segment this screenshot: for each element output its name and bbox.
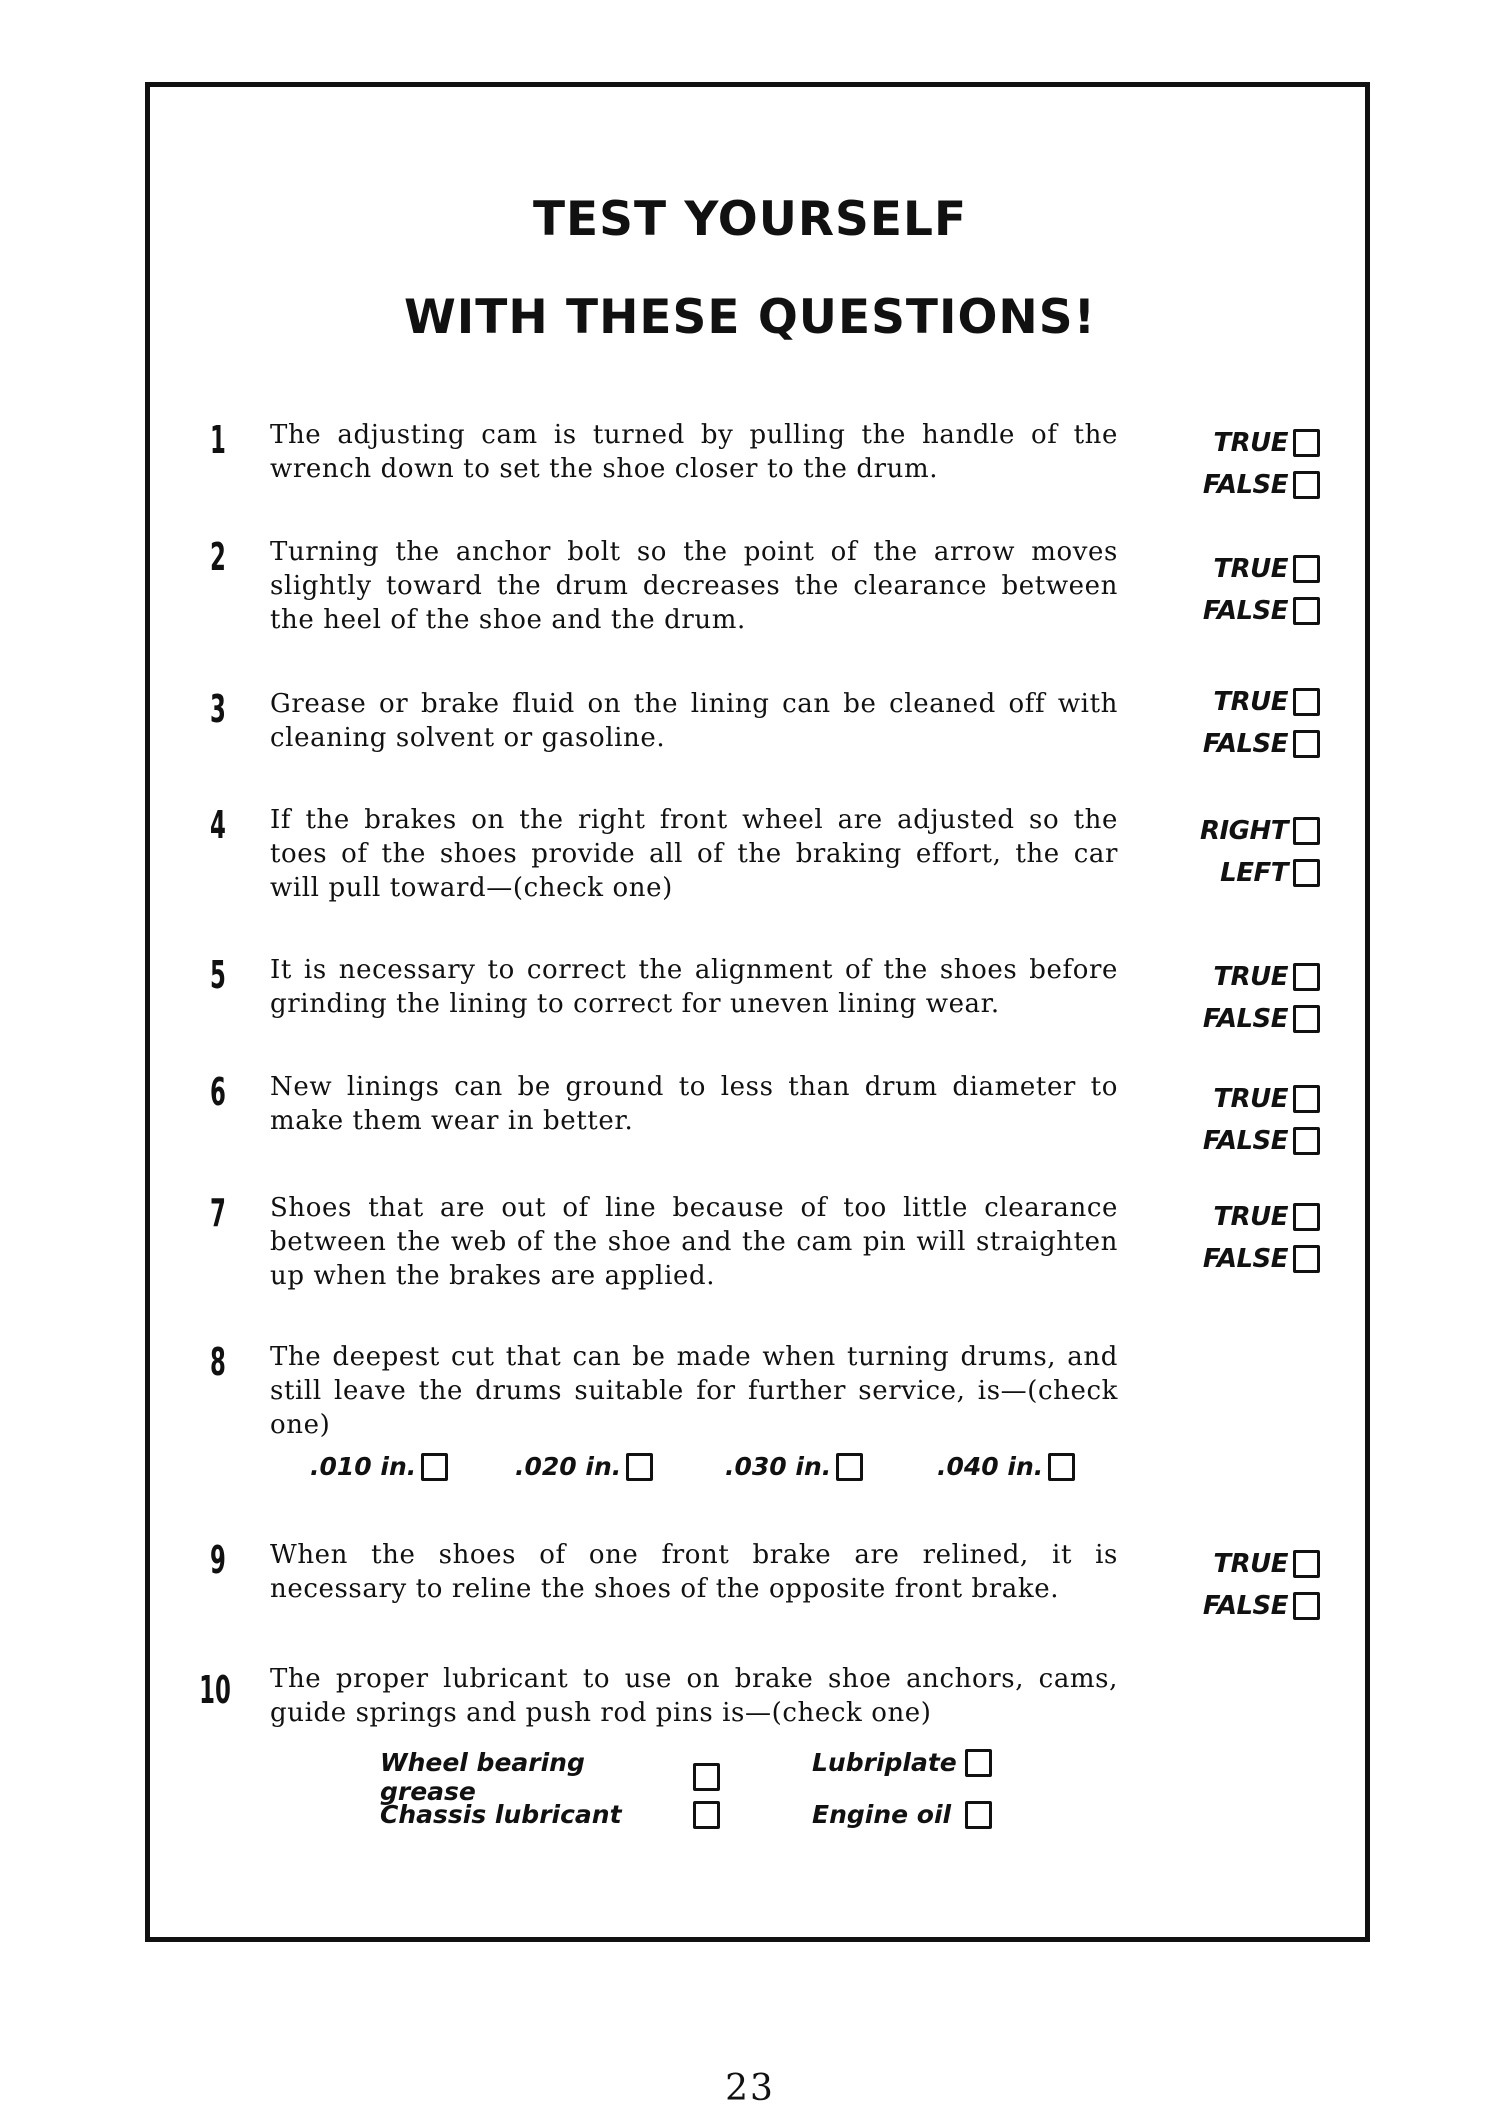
answer-true[interactable]: TRUE xyxy=(1203,548,1320,590)
checkbox[interactable] xyxy=(1293,688,1320,716)
checkbox[interactable] xyxy=(1293,1127,1320,1155)
question-number: 4 xyxy=(210,803,226,847)
checkbox[interactable] xyxy=(1293,597,1320,625)
answer-true[interactable]: TRUE xyxy=(1203,1196,1320,1238)
question-text: The deepest cut that can be made when turning drums, and still leave the drums suitable for further service, is—(check one) xyxy=(270,1342,1118,1440)
question-text: Shoes that are out of line because of too little clearance between the web of the shoe and the cam pin will straighten up when the brakes are applied. xyxy=(270,1193,1118,1291)
question-number: 9 xyxy=(210,1538,226,1582)
answer-options xyxy=(1203,1543,1320,1627)
option-010[interactable]: .010 in. xyxy=(310,1452,515,1481)
option-lubriplate[interactable]: Lubriplate xyxy=(812,1748,992,1777)
answer-true[interactable]: TRUE xyxy=(1203,1543,1320,1585)
answer-false[interactable]: FALSE xyxy=(1203,723,1320,765)
answer-true[interactable]: TRUE xyxy=(1203,681,1320,723)
checkbox[interactable] xyxy=(965,1749,992,1777)
answer-options xyxy=(1203,422,1320,506)
checkbox[interactable] xyxy=(1293,471,1320,499)
checkbox[interactable] xyxy=(1293,859,1320,887)
answer-false[interactable]: FALSE xyxy=(1203,1585,1320,1627)
checkbox[interactable] xyxy=(1293,730,1320,758)
question-text: It is necessary to correct the alignment of the shoes before grinding the lining to correct for uneven lining wear. xyxy=(270,955,1118,1019)
title-line-1: TEST YOURSELF xyxy=(532,192,968,247)
question-number: 10 xyxy=(199,1668,231,1712)
title-line-2: WITH THESE QUESTIONS! xyxy=(403,290,1097,345)
answer-false[interactable]: FALSE xyxy=(1203,998,1320,1040)
answer-true[interactable]: TRUE xyxy=(1203,422,1320,464)
answer-right[interactable]: RIGHT xyxy=(1200,810,1320,852)
question-text: Turning the anchor bolt so the point of the arrow moves slightly toward the drum decreases the clearance between the heel of the shoe and the drum. xyxy=(270,537,1118,635)
option-engine-oil[interactable]: Engine oil xyxy=(812,1800,992,1829)
checkbox[interactable] xyxy=(421,1453,448,1481)
checkbox[interactable] xyxy=(1293,1203,1320,1231)
checkbox[interactable] xyxy=(1293,1245,1320,1273)
question-text: New linings can be ground to less than drum diameter to make them wear in better. xyxy=(270,1072,1118,1136)
checkbox[interactable] xyxy=(1293,555,1320,583)
checkbox[interactable] xyxy=(693,1801,720,1829)
question-number: 1 xyxy=(210,418,226,462)
answer-options xyxy=(1203,956,1320,1040)
question-text: The adjusting cam is turned by pulling the handle of the wrench down to set the shoe closer to the drum. xyxy=(270,420,1118,484)
question-number: 8 xyxy=(210,1340,226,1384)
option-040[interactable]: .040 in. xyxy=(937,1452,1075,1481)
checkbox[interactable] xyxy=(1293,1592,1320,1620)
checkbox[interactable] xyxy=(1293,1005,1320,1033)
answer-true[interactable]: TRUE xyxy=(1203,1078,1320,1120)
checkbox[interactable] xyxy=(1293,429,1320,457)
checkbox[interactable] xyxy=(1293,817,1320,845)
answer-options xyxy=(1203,1078,1320,1162)
checkbox[interactable] xyxy=(1048,1453,1075,1481)
option-030[interactable]: .030 in. xyxy=(725,1452,937,1481)
answer-false[interactable]: FALSE xyxy=(1203,1238,1320,1280)
question-number: 6 xyxy=(210,1070,226,1114)
answer-options xyxy=(1203,1196,1320,1280)
answer-false[interactable]: FALSE xyxy=(1203,1120,1320,1162)
checkbox[interactable] xyxy=(626,1453,653,1481)
checkbox[interactable] xyxy=(965,1801,992,1829)
question-number: 7 xyxy=(210,1191,226,1235)
question-text: Grease or brake fluid on the lining can be cleaned off with cleaning solvent or gasoline. xyxy=(270,689,1118,753)
answer-options xyxy=(1203,681,1320,765)
option-020[interactable]: .020 in. xyxy=(515,1452,725,1481)
question-text: When the shoes of one front brake are relined, it is necessary to reline the shoes of the opposite front brake. xyxy=(270,1540,1118,1604)
answer-false[interactable]: FALSE xyxy=(1203,590,1320,632)
checkbox[interactable] xyxy=(1293,1550,1320,1578)
page-number: 23 xyxy=(725,2068,775,2109)
question-number: 5 xyxy=(210,953,226,997)
checkbox[interactable] xyxy=(1293,1085,1320,1113)
option-wheel-bearing-grease[interactable]: Wheel bearing grease xyxy=(380,1748,720,1806)
option-chassis-lubricant[interactable]: Chassis lubricant xyxy=(380,1800,720,1829)
answer-options xyxy=(1200,810,1320,894)
question-text: The proper lubricant to use on brake shoe anchors, cams, guide springs and push rod pins is—(check one) xyxy=(270,1664,1118,1728)
answer-false[interactable]: FALSE xyxy=(1203,464,1320,506)
checkbox[interactable] xyxy=(693,1763,720,1791)
question-number: 3 xyxy=(210,687,226,731)
answer-true[interactable]: TRUE xyxy=(1203,956,1320,998)
answer-left[interactable]: LEFT xyxy=(1200,852,1320,894)
question-number: 2 xyxy=(210,535,226,579)
checkbox[interactable] xyxy=(1293,963,1320,991)
answer-options xyxy=(310,1452,1075,1481)
checkbox[interactable] xyxy=(836,1453,863,1481)
question-text: If the brakes on the right front wheel are adjusted so the toes of the shoes provide all of the braking effort, the car will pull toward—(check one) xyxy=(270,805,1118,903)
answer-options xyxy=(1203,548,1320,632)
